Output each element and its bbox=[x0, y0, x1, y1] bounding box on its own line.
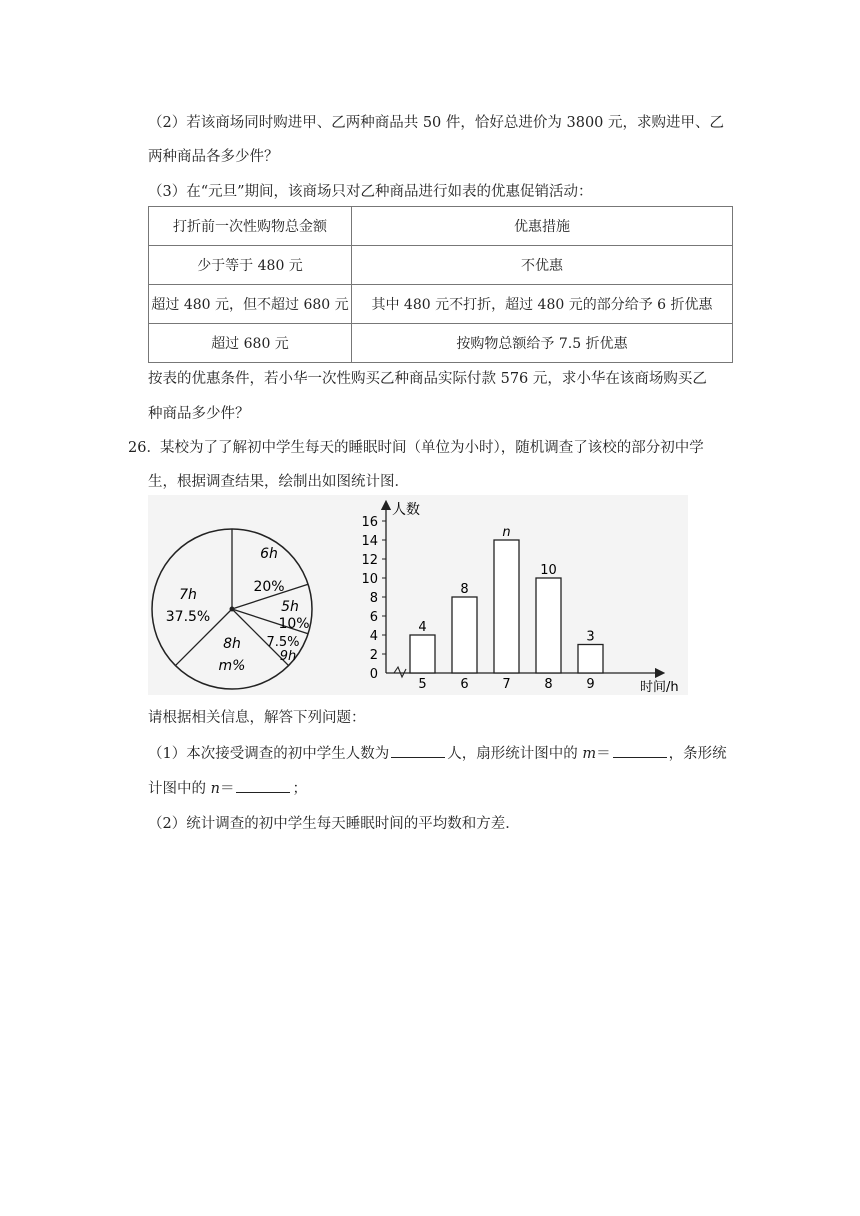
pie-label: 7h bbox=[179, 587, 197, 603]
table-header-row bbox=[149, 207, 733, 246]
figure-panel bbox=[148, 495, 688, 695]
pie-chart bbox=[148, 495, 318, 695]
bar-data-label: 3 bbox=[586, 629, 595, 645]
q25-after-line2: 种商品多少件？ bbox=[148, 406, 250, 422]
pie-label: 9h bbox=[279, 649, 297, 664]
bar-data-label: 4 bbox=[418, 620, 427, 635]
pie-label: 20% bbox=[253, 579, 285, 595]
y-tick-label: 2 bbox=[369, 648, 378, 663]
x-tick-label: 5 bbox=[418, 677, 427, 692]
pie-label: 37.5% bbox=[165, 609, 211, 625]
y-tick-label: 0 bbox=[369, 667, 378, 682]
x-axis-label: 时间/h bbox=[640, 680, 679, 695]
table-header-measure: 优惠措施 bbox=[352, 207, 733, 246]
x-tick-label: 6 bbox=[460, 677, 469, 692]
axis-break bbox=[394, 667, 406, 677]
pie-center bbox=[230, 607, 235, 612]
answer-blank-m[interactable] bbox=[613, 743, 667, 758]
q25-after-line1: 按表的优惠条件，若小华一次性购买乙种商品实际付款 576 元，求小华在该商场购买乙 bbox=[148, 371, 707, 387]
q26-instruction: 请根据相关信息，解答下列问题： bbox=[148, 710, 366, 726]
variable-n: n bbox=[210, 781, 220, 797]
bar-5 bbox=[410, 635, 435, 673]
table-row bbox=[149, 324, 733, 363]
bar-9 bbox=[578, 645, 603, 674]
pie-annotation: 7.5% bbox=[266, 635, 300, 650]
table-cell: 超过 680 元 bbox=[149, 324, 352, 363]
table-cell: 不优惠 bbox=[352, 246, 733, 285]
pie-label: 8h bbox=[223, 636, 241, 652]
y-tick-label: 8 bbox=[369, 591, 378, 606]
bar-6 bbox=[452, 597, 477, 673]
q25-part2-line1: （2）若该商场同时购进甲、乙两种商品共 50 件，恰好总进价为 3800 元，求购进甲、乙 bbox=[148, 115, 725, 131]
answer-blank-n[interactable] bbox=[236, 778, 290, 793]
q26-number: 26． bbox=[128, 440, 161, 456]
table-row bbox=[149, 246, 733, 285]
table-header-amount: 打折前一次性购物总金额 bbox=[149, 207, 352, 246]
pie-label: 10% bbox=[278, 616, 310, 632]
q26-p1-text: ＝ bbox=[219, 781, 235, 797]
answer-blank-count[interactable] bbox=[391, 743, 445, 758]
pie-label: 6h bbox=[260, 546, 278, 562]
table-cell: 其中 480 元不打折，超过 480 元的部分给予 6 折优惠 bbox=[352, 285, 733, 324]
pie-label: 5h bbox=[281, 599, 299, 615]
y-axis-label: 人数 bbox=[392, 502, 420, 518]
table-cell: 按购物总额给予 7.5 折优惠 bbox=[352, 324, 733, 363]
q25-part2-line2: 两种商品各多少件？ bbox=[148, 149, 279, 165]
y-tick-label: 14 bbox=[361, 534, 378, 549]
variable-m: m bbox=[582, 746, 597, 762]
bar-8 bbox=[536, 578, 561, 673]
q26-part2: （2）统计调查的初中学生每天睡眠时间的平均数和方差． bbox=[148, 816, 520, 832]
q26-p1-text: ＝ bbox=[596, 746, 611, 762]
q26-p1-text: （1）本次接受调查的初中学生人数为 bbox=[148, 746, 390, 762]
y-tick-label: 6 bbox=[369, 610, 378, 625]
pie-label: m% bbox=[218, 658, 246, 674]
q26-stem-line1: 某校为了了解初中学生每天的睡眠时间（单位为小时），随机调查了该校的部分初中学 bbox=[160, 440, 704, 456]
q26-part1-line2 bbox=[148, 777, 307, 798]
x-tick-label: 9 bbox=[586, 677, 595, 692]
q26-part1-line1 bbox=[148, 742, 727, 763]
table-cell: 超过 480 元，但不超过 680 元 bbox=[149, 285, 352, 324]
bar-chart bbox=[338, 495, 688, 695]
y-tick-label: 4 bbox=[369, 629, 378, 644]
table-cell: 少于等于 480 元 bbox=[149, 246, 352, 285]
q26-stem-line2: 生，根据调查结果，绘制出如图统计图． bbox=[148, 474, 409, 490]
q26-p1-text: ； bbox=[292, 781, 307, 797]
bar-data-label: 10 bbox=[540, 563, 557, 578]
q26-p1-text: 计图中的 bbox=[148, 781, 211, 797]
bar-7 bbox=[494, 540, 519, 673]
q26-p1-text: 人，扇形统计图中的 bbox=[447, 746, 583, 762]
bar-data-label: 8 bbox=[460, 582, 469, 597]
table-row bbox=[149, 285, 733, 324]
x-tick-label: 8 bbox=[544, 677, 553, 692]
bar-data-label: n bbox=[502, 525, 511, 540]
q26-p1-text: ，条形统 bbox=[668, 746, 727, 762]
y-tick-label: 16 bbox=[361, 515, 378, 530]
y-tick-label: 12 bbox=[361, 553, 378, 568]
promo-table bbox=[148, 206, 733, 363]
y-tick-label: 10 bbox=[361, 572, 378, 587]
q25-part3-intro: （3）在“元旦”期间，该商场只对乙种商品进行如表的优惠促销活动： bbox=[148, 184, 593, 200]
x-tick-label: 7 bbox=[502, 677, 511, 692]
